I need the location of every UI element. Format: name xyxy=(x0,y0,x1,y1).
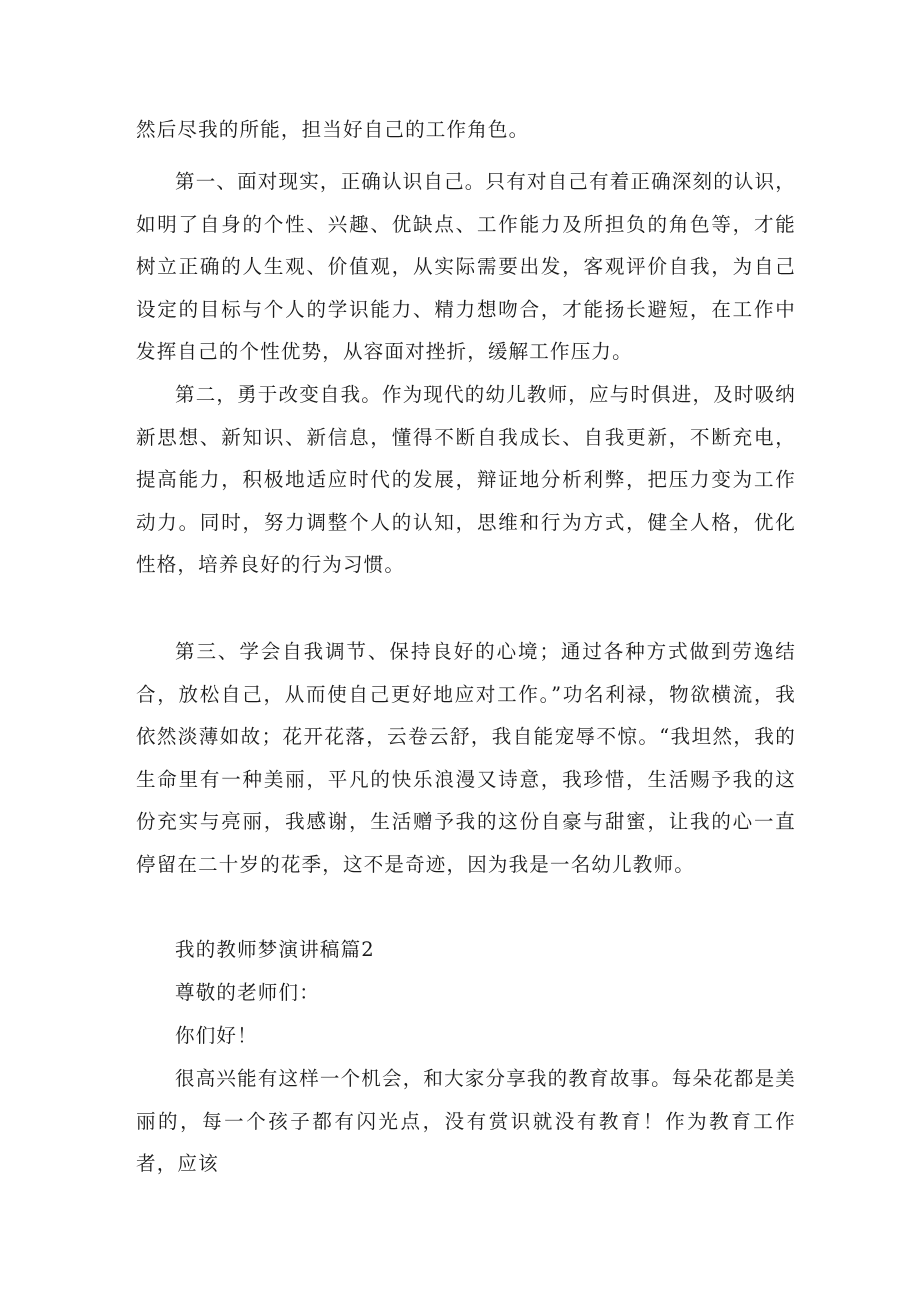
paragraph-third-point: 第三、学会自我调节、保持良好的心境；通过各种方式做到劳逸结合，放松自己，从而使自己更好地应对工作。”功名利禄，物欲横流，我依然淡薄如故；花开花落，云卷云舒，我自能宠辱不惊。“我坦然，我的生命里有一种美丽，平凡的快乐浪漫又诗意，我珍惜，生活赐予我的这份充实与亮丽，我感谢，生活赠予我的这份自豪与甜蜜，让我的心一直停留在二十岁的花季，这不是奇迹，因为我是一名幼儿教师。 xyxy=(136,640,796,876)
salutation: 尊敬的老师们： xyxy=(175,981,320,1004)
paragraph-second-point: 第二，勇于改变自我。作为现代的幼儿教师，应与时俱进，及时吸纳新思想、新知识、新信息，懂得不断自我成长、自我更新，不断充电，提高能力，积极地适应时代的发展，辩证地分析利弊，把压力变为工作动力。同时，努力调整个人的认知，思维和行为方式，健全人格，优化性格，培养良好的行为习惯。 xyxy=(136,383,797,576)
paragraph-story-intro: 很高兴能有这样一个机会，和大家分享我的教育故事。每朵花都是美丽的，每一个孩子都有闪光点，没有赏识就没有教育！作为教育工作者，应该 xyxy=(136,1067,797,1175)
section-heading: 我的教师梦演讲稿篇2 xyxy=(175,938,375,961)
paragraph-first-point: 第一、面对现实，正确认识自己。只有对自己有着正确深刻的认识，如明了自身的个性、兴趣、优缺点、工作能力及所担负的角色等，才能树立正确的人生观、价值观，从实际需要出发，客观评价自我，为自己设定的目标与个人的学识能力、精力想吻合，才能扬长避短，在工作中发挥自己的个性优势，从容面对挫折，缓解工作压力。 xyxy=(136,170,797,363)
greeting: 你们好！ xyxy=(175,1024,258,1047)
paragraph-continuation: 然后尽我的所能，担当好自己的工作角色。 xyxy=(136,118,530,141)
